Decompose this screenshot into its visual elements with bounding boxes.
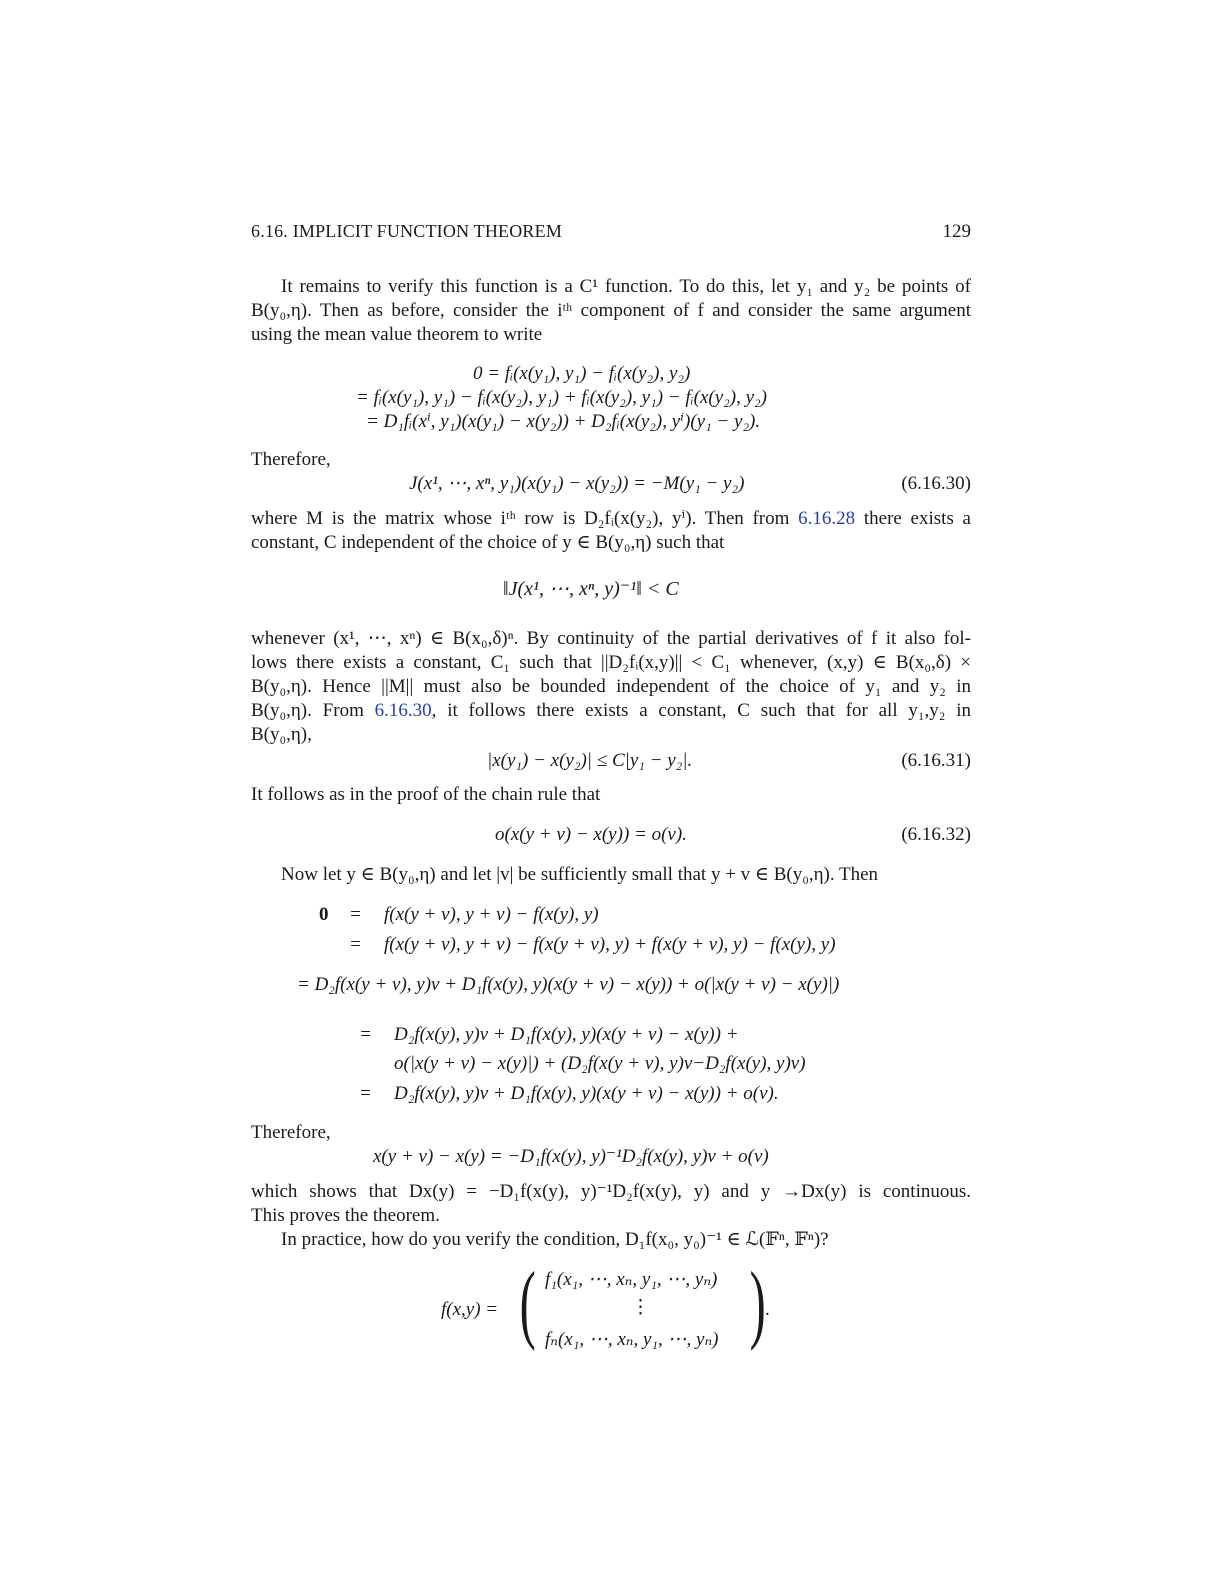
paragraph-1-line-1: It remains to verify this function is a C¹ function. To do this, let y₁ and y₂ be points of	[281, 276, 971, 297]
left-paren-glyph: (	[519, 1255, 536, 1352]
paragraph-3-line-3: B(y₀,η). Hence ||M|| must also be bounded independent of the choice of y₁ and y₂ in	[251, 676, 971, 697]
paragraph-2-line-1	[251, 507, 971, 531]
running-header-section: 6.16. IMPLICIT FUNCTION THEOREM	[251, 221, 563, 241]
paragraph-3-line-2: lows there exists a constant, C₁ such that ||D₂fᵢ(x,y)|| < C₁ whenever, (x,y) ∈ B(x₀,δ) ×	[251, 652, 971, 673]
paragraph-1-line-3: using the mean value theorem to write	[251, 324, 543, 345]
paragraph-3-text-b: , it follows there exists a constant, C such that for all y₁,y₂ in	[431, 700, 971, 721]
matrix-period: .	[765, 1299, 770, 1320]
equation-mvt-line-2: = fᵢ(x(y₁), y₁) − fᵢ(x(y₂), y₁) + fᵢ(x(y₂), y₁) − fᵢ(x(y₂), y₂)	[356, 387, 767, 408]
paragraph-1-line-2: B(y₀,η). Then as before, consider the iᵗʰ component of f and consider the same argument	[251, 300, 971, 321]
paragraph-2-text-a: where M is the matrix whose iᵗʰ row is D₂fᵢ(x(y₂), yⁱ). Then from	[251, 508, 799, 529]
equation-number-6-16-31: (6.16.31)	[901, 750, 971, 771]
equation-big-line-2: f(x(y + v), y + v) − f(x(y + v), y) + f(x(y + v), y) − f(x(y), y)	[384, 934, 836, 955]
reference-6-16-30-link[interactable]: 6.16.30	[374, 700, 432, 721]
equation-derivative: x(y + v) − x(y) = −D₁f(x(y), y)⁻¹D₂f(x(y), y)v + o(v)	[373, 1146, 769, 1167]
equation-big-line-4: D₂f(x(y), y)v + D₁f(x(y), y)(x(y + v) − x(y)) +	[394, 1024, 739, 1045]
equation-big-rel-2: =	[349, 934, 362, 955]
paragraph-3-line-1: whenever (x¹, ⋯, xⁿ) ∈ B(x₀,δ)ⁿ. By continuity of the partial derivatives of f it also fol-	[251, 628, 971, 649]
equation-big-lhs-zero: 0	[319, 904, 329, 925]
paragraph-2-text-b: there exists a	[855, 508, 971, 529]
chain-rule-sentence: It follows as in the proof of the chain rule that	[251, 784, 601, 805]
right-paren-glyph: )	[749, 1255, 766, 1352]
equation-big-line-6: D₂f(x(y), y)v + D₁f(x(y), y)(x(y + v) − x(y)) + o(v).	[394, 1083, 779, 1104]
paragraph-3	[251, 627, 971, 747]
paragraph-4-line-3: In practice, how do you verify the condition, D₁f(x₀, y₀)⁻¹ ∈ ℒ(𝔽ⁿ, 𝔽ⁿ)?	[281, 1229, 829, 1250]
matrix-row-1: f₁(x₁, ⋯, xₙ, y₁, ⋯, yₙ)	[545, 1269, 718, 1290]
paragraph-4	[251, 1180, 971, 1252]
paragraph-4-line-2: This proves the theorem.	[251, 1205, 440, 1226]
matrix-row-n: fₙ(x₁, ⋯, xₙ, y₁, ⋯, yₙ)	[545, 1329, 719, 1350]
equation-big-line-5: o(|x(y + v) − x(y)|) + (D₂f(x(y + v), y)v−D₂f(x(y), y)v)	[394, 1053, 806, 1074]
matrix-vertical-dots: ⋮	[631, 1297, 650, 1318]
paragraph-1	[251, 275, 971, 347]
paragraph-3-text-a: B(y₀,η). From	[251, 700, 375, 721]
paragraph-2-line-2: constant, C independent of the choice of y ∈ B(y₀,η) such that	[251, 532, 725, 553]
paragraph-3-line-4	[251, 699, 971, 723]
equation-number-6-16-30: (6.16.30)	[901, 473, 971, 494]
equation-matrix-lhs: f(x,y) =	[441, 1299, 499, 1320]
reference-6-16-28-link[interactable]: 6.16.28	[798, 508, 856, 529]
page-number: 129	[942, 221, 971, 242]
equation-6-16-30: J(x¹, ⋯, xⁿ, y₁)(x(y₁) − x(y₂)) = −M(y₁ − y₂)	[409, 473, 745, 494]
therefore-text-2: Therefore,	[251, 1122, 331, 1143]
page	[251, 0, 971, 1584]
equation-mvt-line-1: 0 = fᵢ(x(y₁), y₁) − fᵢ(x(y₂), y₂)	[473, 363, 691, 384]
paragraph-2	[251, 507, 971, 555]
equation-mvt-line-3: = D₁fᵢ(xⁱ, y₁)(x(y₁) − x(y₂)) + D₂fᵢ(x(y₂), yⁱ)(y₁ − y₂).	[366, 411, 761, 432]
equation-6-16-32: o(x(y + v) − x(y)) = o(v).	[495, 824, 687, 845]
now-let-sentence: Now let y ∈ B(y₀,η) and let |v| be sufficiently small that y + v ∈ B(y₀,η). Then	[281, 864, 879, 885]
equation-6-16-31: |x(y₁) − x(y₂)| ≤ C|y₁ − y₂|.	[487, 750, 693, 771]
equation-big-rel-1: =	[349, 904, 362, 925]
equation-inverse-bound: ‖J(x¹, ⋯, xⁿ, y)⁻¹‖ < C	[503, 578, 679, 600]
equation-big-rel-6: =	[359, 1083, 372, 1104]
equation-big-line-1: f(x(y + v), y + v) − f(x(y), y)	[384, 904, 599, 925]
paragraph-3-line-5: B(y₀,η),	[251, 724, 312, 745]
equation-number-6-16-32: (6.16.32)	[901, 824, 971, 845]
therefore-text-1: Therefore,	[251, 449, 331, 470]
equation-big-line-3: = D₂f(x(y + v), y)v + D₁f(x(y), y)(x(y + v) − x(y)) + o(|x(y + v) − x(y)|)	[297, 974, 840, 995]
equation-big-rel-4: =	[359, 1024, 372, 1045]
paragraph-4-line-1: which shows that Dx(y) = −D₁f(x(y), y)⁻¹D₂f(x(y), y) and y →Dx(y) is continuous.	[251, 1181, 971, 1202]
